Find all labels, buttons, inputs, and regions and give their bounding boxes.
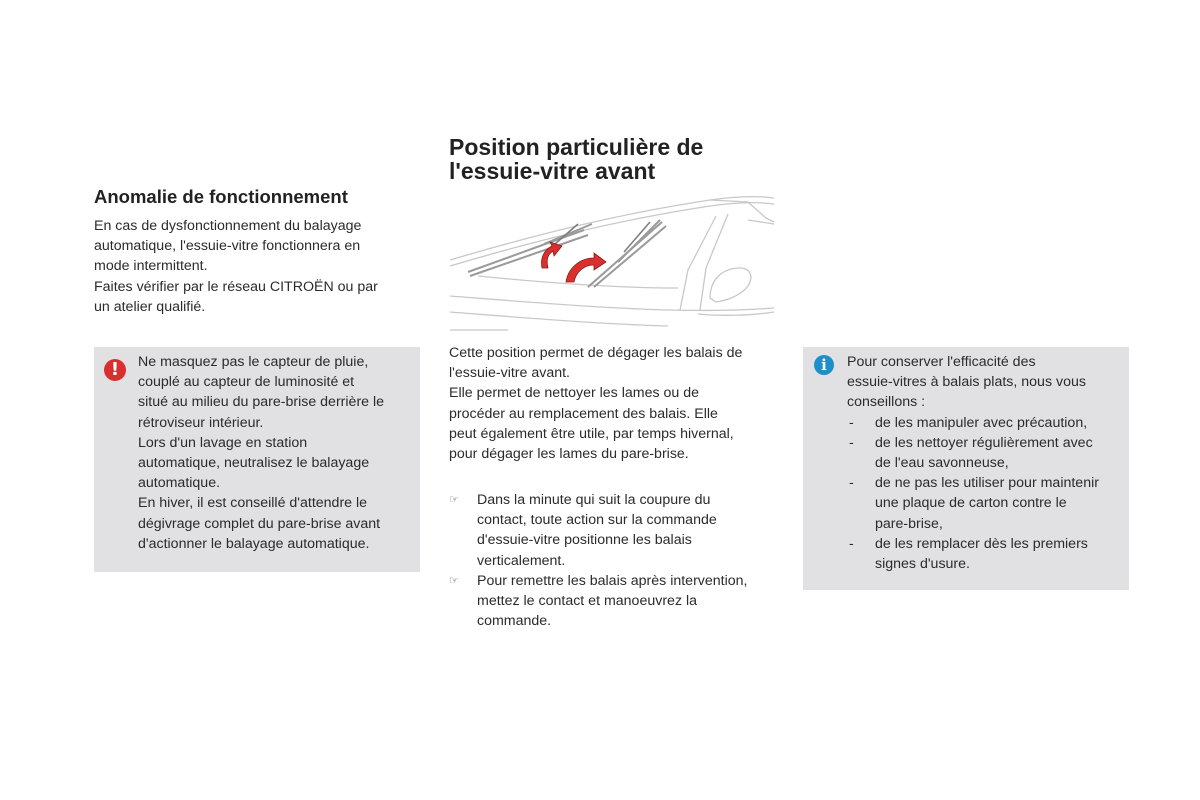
text-line: Faites vérifier par le réseau CITROËN ou par [94,278,378,295]
text-line: mettez le contact et manoeuvrez la [477,593,698,610]
dash-bullet: - [849,475,854,492]
text-line: de l'eau savonneuse, [875,455,1009,472]
list-item [847,433,1127,473]
text-line: Pour remettre les balais après intervention, [477,572,748,589]
text-line: de les nettoyer régulièrement avec [875,434,1093,451]
info-text [847,352,1127,574]
text-line: automatique, neutralisez le balayage [138,455,370,472]
pointing-hand-bullet-icon: ☞ [449,573,459,587]
text-line: rétroviseur intérieur. [138,414,264,431]
text-line: une plaque de carton contre le [875,495,1067,512]
text-line: En hiver, il est conseillé d'attendre le [138,495,368,512]
text-line: de les manipuler avec précaution, [875,414,1088,431]
title-line: Position particulière de [449,134,704,160]
exclamation-warning-icon [104,359,126,381]
dash-bullet: - [849,414,854,431]
warning-box [94,347,420,572]
text-line: pare-brise, [875,515,943,532]
text-line: d'actionner le balayage automatique. [138,535,370,552]
text-line: peut également être utile, par temps hivernal, [449,425,734,442]
text-line: conseillons : [847,394,926,411]
text-line: procéder au remplacement des balais. Elle [449,405,718,422]
list-item [449,490,779,571]
text-line: verticalement. [477,552,566,569]
section-heading-anomalie: Anomalie de fonctionnement [94,186,348,207]
text-line: Ne masquez pas le capteur de pluie, [138,354,369,370]
text-line: automatique. [138,475,221,492]
text-line: pour dégager les lames du pare-brise. [449,446,689,463]
text-line: l'essuie-vitre avant. [449,365,570,382]
text-line: situé au milieu du pare-brise derrière le [138,394,385,411]
dash-bullet: - [849,535,854,552]
warning-icon-glyph: ! [110,359,120,380]
text-line: Lors d'un lavage en station [138,434,308,451]
position-paragraph [449,343,779,464]
text-line: Elle permet de nettoyer les lames ou de [449,385,699,402]
list-item [847,473,1127,534]
windshield-wiper-illustration [448,192,776,332]
dash-bullet: - [849,434,854,451]
text-line: dégivrage complet du pare-brise avant [138,515,381,532]
page-title [449,135,703,183]
text-line: de ne pas les utiliser pour maintenir [875,475,1099,492]
text-line: essuie-vitres à balais plats, nous vous [847,374,1086,391]
procedure-list [449,490,779,631]
text-line: signes d'usure. [875,556,970,573]
text-line: d'essuie-vitre positionne les balais [477,532,692,549]
text-line: un atelier qualifié. [94,298,206,315]
text-line: de les remplacer dès les premiers [875,535,1088,552]
text-line: En cas de dysfonctionnement du balayage [94,218,362,234]
list-item [449,571,779,632]
info-box [803,347,1129,590]
text-line: contact, toute action sur la commande [477,512,717,529]
info-icon-glyph: i [821,356,827,374]
list-item [847,534,1127,574]
text-line: commande. [477,613,552,630]
pointing-hand-bullet-icon: ☞ [449,493,459,506]
text-line: Dans la minute qui suit la coupure du [477,492,711,508]
text-line: mode intermittent. [94,258,208,275]
title-line: l'essuie-vitre avant [449,158,656,184]
list-item [847,413,1127,433]
text-line: automatique, l'essuie-vitre fonctionnera en [94,238,361,255]
text-line: Cette position permet de dégager les balais de [449,345,743,361]
info-icon [814,355,834,375]
text-line: Pour conserver l'efficacité des [847,354,1036,370]
text-line: couplé au capteur de luminosité et [138,374,355,391]
anomalie-paragraph [94,216,424,317]
advice-list [847,413,1127,575]
warning-text [138,352,414,554]
